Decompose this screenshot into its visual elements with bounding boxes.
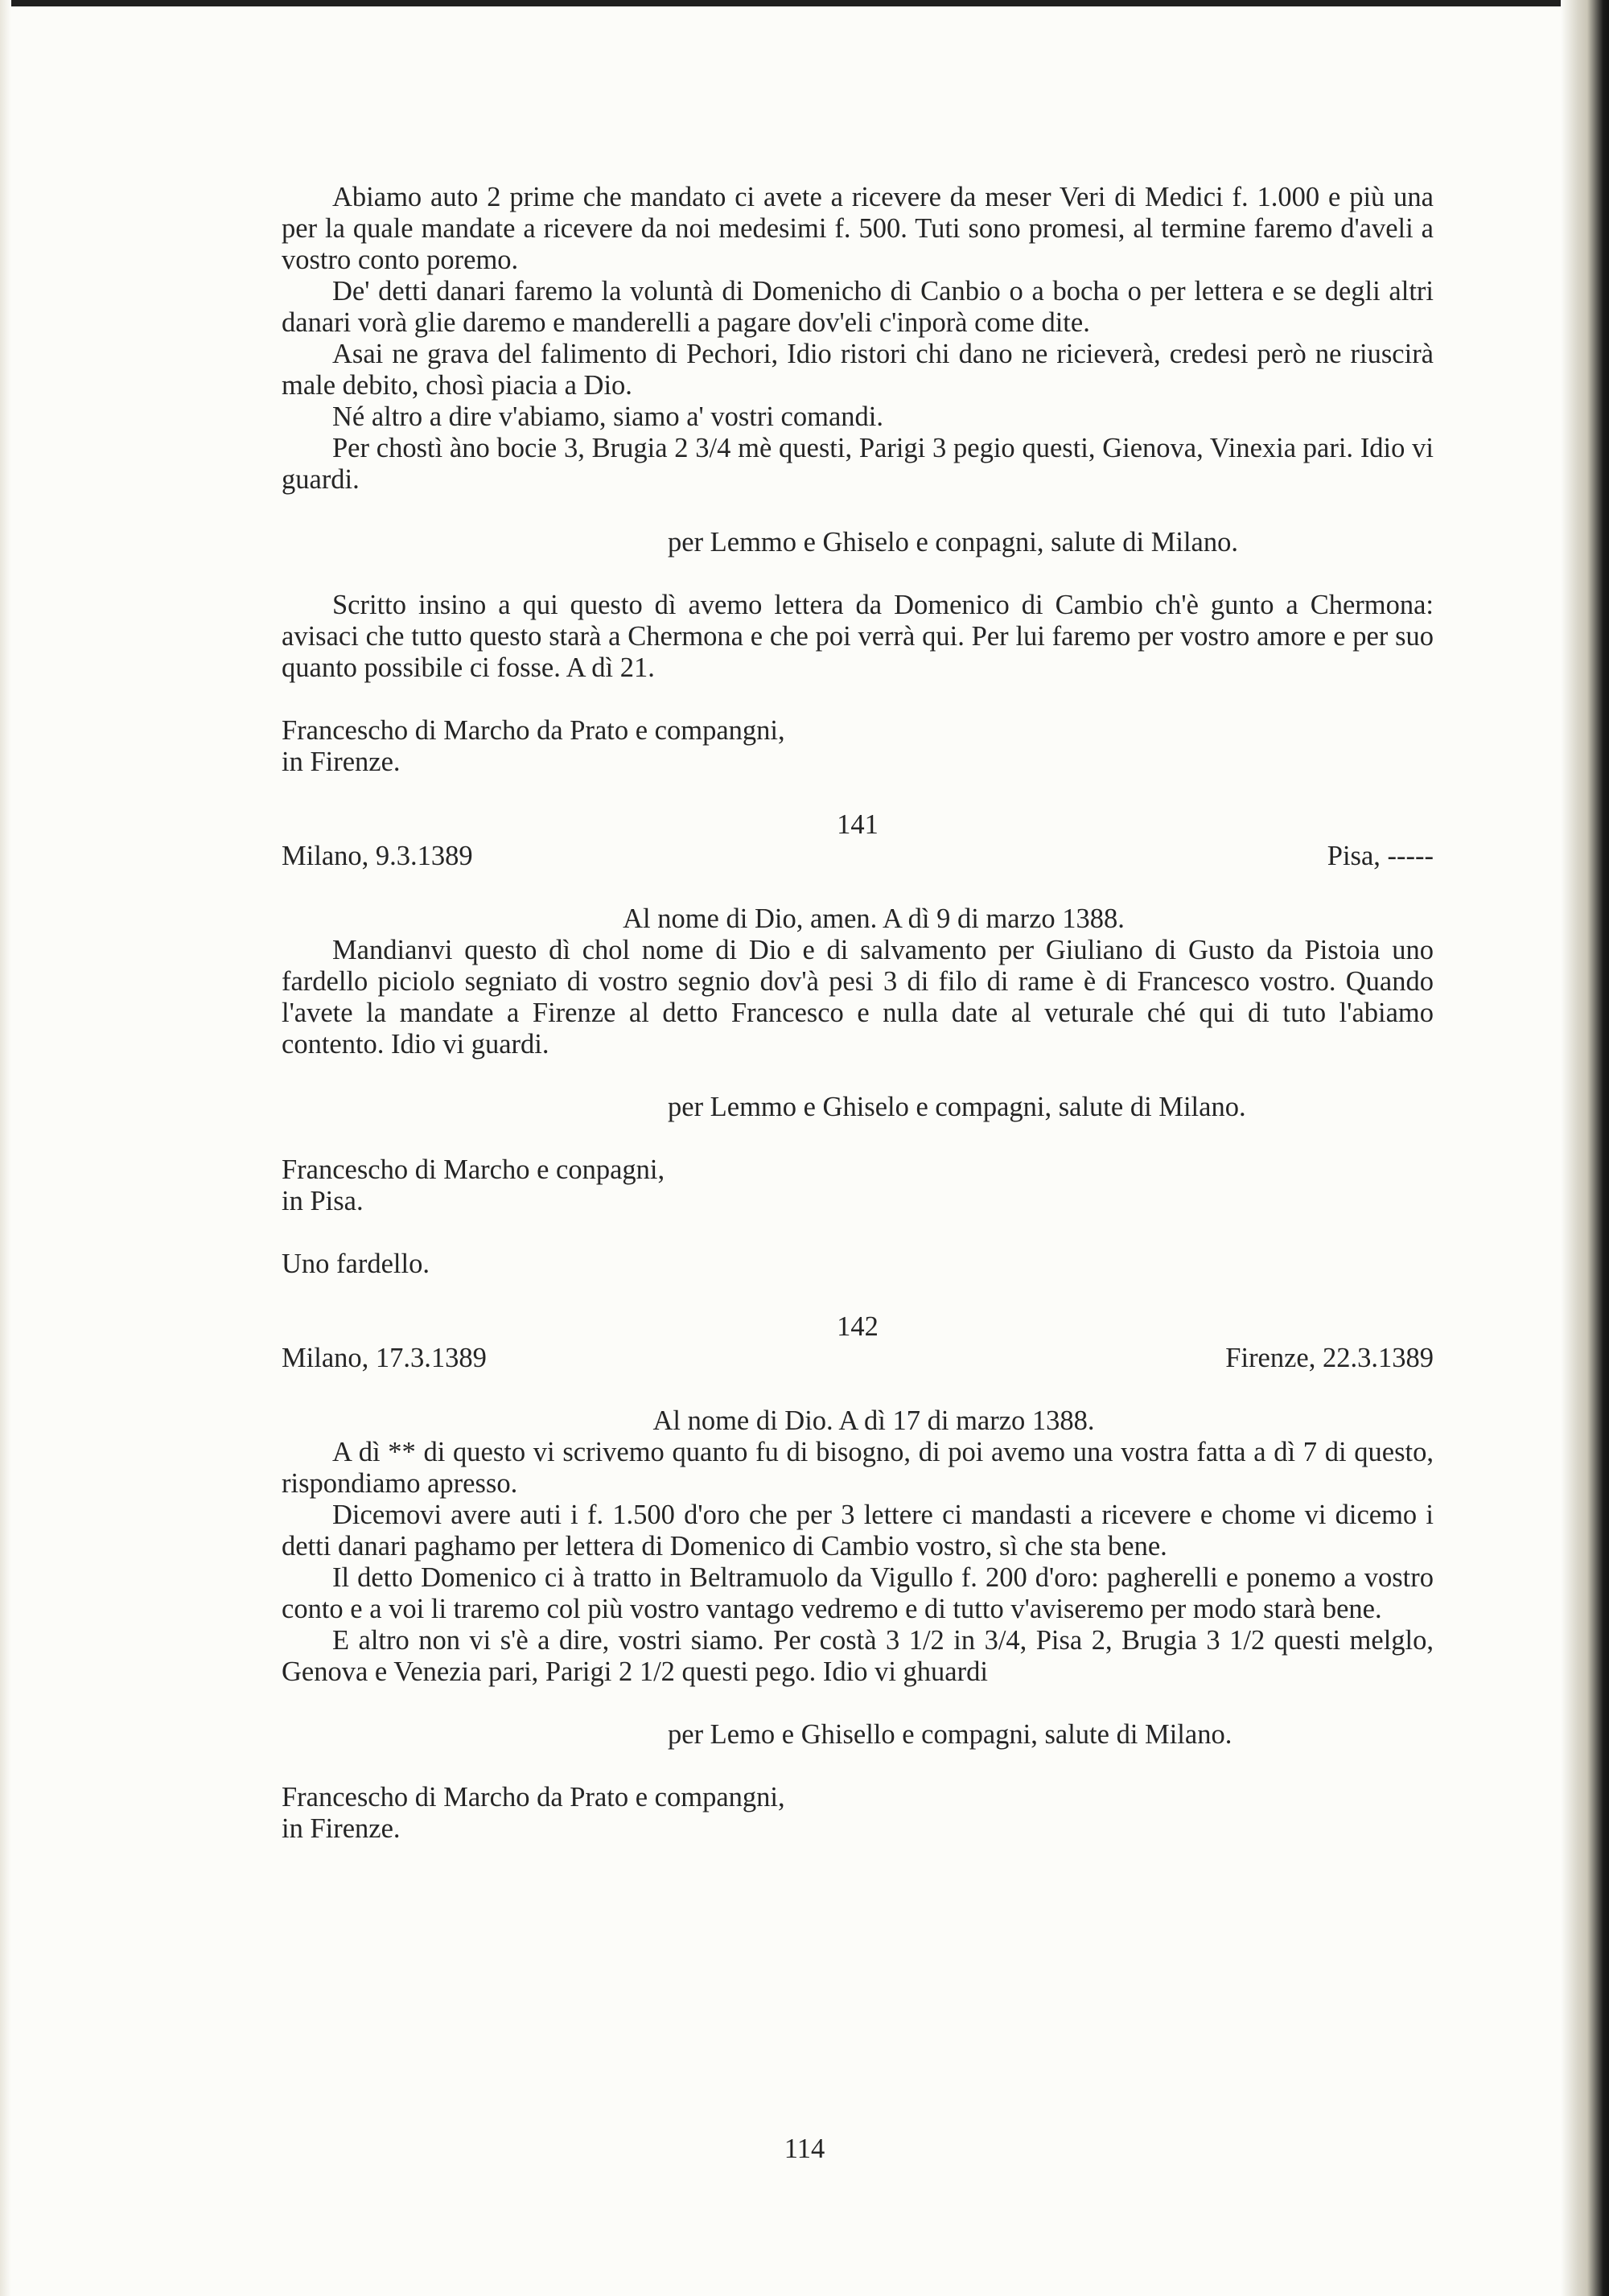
paragraph: Asai ne grava del falimento di Pechori, Idio ristori chi dano ne ricieverà, credesi però ne riuscirà male debito, chosì piacia a Dio.: [282, 339, 1434, 401]
address-line-2: in Firenze.: [282, 747, 401, 777]
letter-heading: Al nome di Dio, amen. A dì 9 di marzo 1388.: [623, 903, 1125, 934]
origin-date: Milano, 17.3.1389: [282, 1343, 487, 1373]
letter-141: [282, 809, 1434, 1280]
address-line-1: Francescho di Marcho da Prato e compangni,: [282, 715, 785, 746]
letter-dateline: [282, 841, 1434, 872]
paragraph: Il detto Domenico ci à tratto in Beltramuolo da Vigullo f. 200 d'oro: pagherelli e ponemo a vostro conto e a voi li traremo col più vostro vantago vedremo e di tutto v'aviseremo per modo starà bene.: [282, 1562, 1434, 1624]
origin-date: Milano, 9.3.1389: [282, 841, 473, 871]
postscript: Scritto insino a qui questo dì avemo lettera da Domenico di Cambio ch'è gunto a Chermona: avisaci che tutto questo starà a Chermona e che poi verrà qui. Per lui faremo per vostro amore e per suo quanto possibile ci fosse. A dì 21.: [282, 590, 1434, 683]
paragraph: Mandianvi questo dì chol nome di Dio e di salvamento per Giuliano di Gusto da Pistoia uno fardello piciolo segniato di vostro segnio dov'à pesi 3 di filo di rame è di Francesco vostro. Quando l'avete la mandate a Firenze al detto Francesco e nulla date al veturale ché qui di tuto l'abiamo contento. Idio vi guardi.: [282, 935, 1434, 1060]
paragraph: Né altro a dire v'abiamo, siamo a' vostri comandi.: [332, 401, 883, 432]
scan-top-edge: [0, 0, 1577, 6]
letter-dateline: [282, 1343, 1434, 1374]
letter-heading: Al nome di Dio. A dì 17 di marzo 1388.: [652, 1405, 1095, 1436]
letter-140-continuation: [282, 182, 1434, 778]
destination-date: Pisa, -----: [1327, 841, 1434, 871]
destination-date: Firenze, 22.3.1389: [1225, 1343, 1434, 1373]
book-gutter-shadow: [1561, 0, 1609, 2296]
letter-note: Uno fardello.: [282, 1249, 430, 1279]
letter-number: 141: [837, 809, 879, 840]
page-body: [282, 182, 1434, 1845]
paragraph: A dì ** di questo vi scrivemo quanto fu di bisogno, di poi avemo una vostra fatta a dì 7 di questo, rispondiamo apresso.: [282, 1437, 1434, 1499]
page-number: 114: [784, 2133, 825, 2164]
paragraph: Abiamo auto 2 prime che mandato ci avete a ricevere da meser Veri di Medici f. 1.000 e più una per la quale mandate a ricevere da noi medesimi f. 500. Tuti sono promesi, al termine faremo d'aveli a vostro conto poremo.: [282, 182, 1434, 275]
signature: per Lemmo e Ghiselo e conpagni, salute di Milano.: [668, 527, 1238, 558]
letter-142: [282, 1311, 1434, 1845]
paragraph: Dicemovi avere auti i f. 1.500 d'oro che per 3 lettere ci mandasti a ricevere e chome vi dicemo i detti danari paghamo per lettera di Domenico di Cambio vostro, sì che sta bene.: [282, 1500, 1434, 1562]
address-line-2: in Firenze.: [282, 1813, 401, 1844]
address-line-2: in Pisa.: [282, 1186, 364, 1216]
address-line-1: Francescho di Marcho e conpagni,: [282, 1154, 665, 1185]
address-line-1: Francescho di Marcho da Prato e compangni,: [282, 1782, 785, 1813]
signature: per Lemmo e Ghiselo e compagni, salute di Milano.: [668, 1092, 1246, 1122]
scan-left-edge: [0, 0, 11, 2296]
paragraph: De' detti danari faremo la voluntà di Domenicho di Canbio o a bocha o per lettera e se degli altri danari vorà glie daremo e manderelli a pagare dov'eli c'inporà come dite.: [282, 276, 1434, 338]
signature: per Lemo e Ghisello e compagni, salute di Milano.: [668, 1719, 1232, 1750]
paragraph: Per chostì àno bocie 3, Brugia 2 3/4 mè questi, Parigi 3 pegio questi, Gienova, Vinexia pari. Idio vi guardi.: [282, 433, 1434, 495]
paragraph: E altro non vi s'è a dire, vostri siamo. Per costà 3 1/2 in 3/4, Pisa 2, Brugia 3 1/2 questi melglo, Genova e Venezia pari, Parigi 2 1/2 questi pego. Idio vi ghuardi: [282, 1625, 1434, 1687]
letter-number: 142: [837, 1311, 879, 1342]
